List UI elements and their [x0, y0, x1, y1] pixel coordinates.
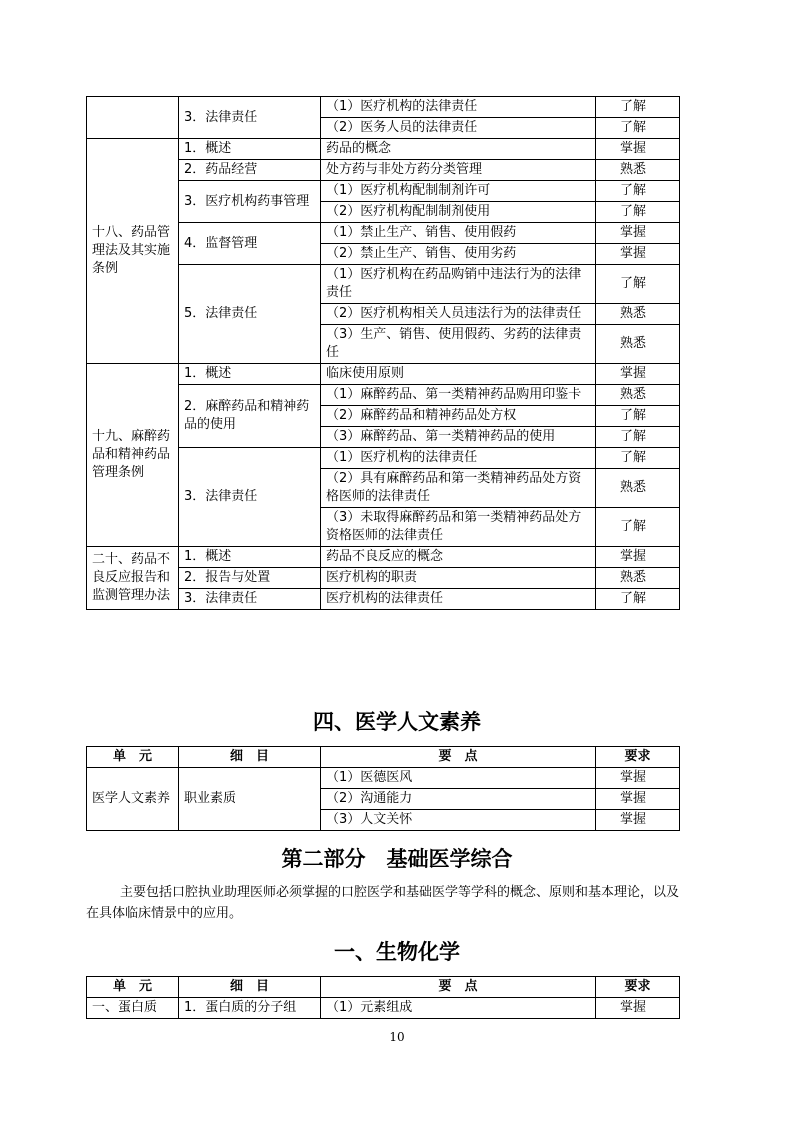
point-cell: 处方药与非处方药分类管理	[321, 160, 596, 181]
point-cell: （1）禁止生产、销售、使用假药	[321, 223, 596, 244]
header-point: 要 点	[321, 747, 596, 768]
point-cell: （1）医疗机构的法律责任	[321, 97, 596, 118]
item-cell: 3．法律责任	[179, 589, 321, 610]
requirement-cell: 掌握	[596, 364, 680, 385]
header-item: 细 目	[179, 747, 321, 768]
point-cell: （1）元素组成	[321, 998, 596, 1019]
biochemistry-table	[86, 976, 680, 1019]
point-cell: （3）麻醉药品、第一类精神药品的使用	[321, 427, 596, 448]
item-cell: 2．麻醉药品和精神药品的使用	[179, 385, 321, 448]
requirement-cell: 了解	[596, 118, 680, 139]
unit-cell: 二十、药品不良反应报告和监测管理办法	[87, 547, 179, 610]
item-cell: 职业素质	[179, 768, 321, 831]
point-cell: 临床使用原则	[321, 364, 596, 385]
part-heading: 第二部分 基础医学综合	[281, 846, 513, 871]
requirement-cell: 掌握	[596, 139, 680, 160]
requirement-cell: 掌握	[596, 768, 680, 789]
header-item: 细 目	[179, 977, 321, 998]
requirement-cell: 了解	[596, 427, 680, 448]
point-cell: （2）医疗机构相关人员违法行为的法律责任	[321, 304, 596, 325]
requirement-cell: 熟悉	[596, 469, 680, 508]
requirement-cell: 了解	[596, 97, 680, 118]
header-unit: 单 元	[87, 747, 179, 768]
item-cell: 1．概述	[179, 139, 321, 160]
unit-cell: 十八、药品管理法及其实施条例	[87, 139, 179, 364]
requirement-cell: 掌握	[596, 547, 680, 568]
table-row	[87, 364, 680, 385]
requirement-cell: 了解	[596, 202, 680, 223]
item-cell: 1．概述	[179, 364, 321, 385]
point-cell: （1）麻醉药品、第一类精神药品购用印鉴卡	[321, 385, 596, 406]
item-cell: 2．报告与处置	[179, 568, 321, 589]
section-heading-biochemistry: 一、生物化学	[334, 939, 460, 964]
requirement-cell: 了解	[596, 406, 680, 427]
table-row	[87, 547, 680, 568]
item-cell: 3．法律责任	[179, 448, 321, 547]
requirement-cell: 熟悉	[596, 385, 680, 406]
point-cell: 医疗机构的职责	[321, 568, 596, 589]
point-cell: 医疗机构的法律责任	[321, 589, 596, 610]
requirement-cell: 熟悉	[596, 325, 680, 364]
point-cell: 药品不良反应的概念	[321, 547, 596, 568]
point-cell: （1）医德医风	[321, 768, 596, 789]
table-row	[87, 139, 680, 160]
requirement-cell: 掌握	[596, 223, 680, 244]
table-row	[87, 998, 680, 1019]
point-cell: （3）未取得麻醉药品和第一类精神药品处方资格医师的法律责任	[321, 508, 596, 547]
requirement-cell: 熟悉	[596, 160, 680, 181]
requirement-cell: 了解	[596, 448, 680, 469]
point-cell: （3）生产、销售、使用假药、劣药的法律责任	[321, 325, 596, 364]
requirement-cell: 了解	[596, 265, 680, 304]
part-intro-paragraph: 主要包括口腔执业助理医师必须掌握的口腔医学和基础医学等学科的概念、原则和基本理论，以及在具体临床情景中的应用。	[86, 885, 680, 921]
requirement-cell: 熟悉	[596, 568, 680, 589]
table-header-row	[87, 747, 680, 768]
point-cell: 药品的概念	[321, 139, 596, 160]
item-cell: 1．蛋白质的分子组	[179, 998, 321, 1019]
item-cell: 4．监督管理	[179, 223, 321, 265]
requirement-cell: 了解	[596, 589, 680, 610]
requirement-cell: 掌握	[596, 810, 680, 831]
page-number: 10	[389, 1030, 405, 1044]
item-cell: 3．医疗机构药事管理	[179, 181, 321, 223]
point-cell: （2）医务人员的法律责任	[321, 118, 596, 139]
unit-cell: 医学人文素养	[87, 768, 179, 831]
requirement-cell: 掌握	[596, 998, 680, 1019]
point-cell: （3）人文关怀	[321, 810, 596, 831]
requirement-cell: 掌握	[596, 244, 680, 265]
header-requirement: 要求	[596, 977, 680, 998]
point-cell: （2）沟通能力	[321, 789, 596, 810]
item-cell: 1．概述	[179, 547, 321, 568]
item-cell: 2．药品经营	[179, 160, 321, 181]
unit-cell: 十九、麻醉药品和精神药品管理条例	[87, 364, 179, 547]
item-cell: 5．法律责任	[179, 265, 321, 364]
table-row	[87, 97, 680, 118]
header-requirement: 要求	[596, 747, 680, 768]
table-row	[87, 768, 680, 789]
point-cell: （1）医疗机构配制制剂许可	[321, 181, 596, 202]
point-cell: （2）禁止生产、销售、使用劣药	[321, 244, 596, 265]
point-cell: （1）医疗机构在药品购销中违法行为的法律责任	[321, 265, 596, 304]
requirement-cell: 熟悉	[596, 304, 680, 325]
point-cell: （1）医疗机构的法律责任	[321, 448, 596, 469]
unit-cell	[87, 97, 179, 139]
item-cell: 3．法律责任	[179, 97, 321, 139]
humanities-table	[86, 746, 680, 831]
header-point: 要 点	[321, 977, 596, 998]
requirement-cell: 了解	[596, 508, 680, 547]
section-heading-humanities: 四、医学人文素养	[313, 709, 481, 734]
table-header-row	[87, 977, 680, 998]
header-unit: 单 元	[87, 977, 179, 998]
point-cell: （2）麻醉药品和精神药品处方权	[321, 406, 596, 427]
requirement-cell: 掌握	[596, 789, 680, 810]
point-cell: （2）医疗机构配制制剂使用	[321, 202, 596, 223]
law-syllabus-table	[86, 96, 680, 610]
unit-cell: 一、蛋白质	[87, 998, 179, 1019]
requirement-cell: 了解	[596, 181, 680, 202]
point-cell: （2）具有麻醉药品和第一类精神药品处方资格医师的法律责任	[321, 469, 596, 508]
